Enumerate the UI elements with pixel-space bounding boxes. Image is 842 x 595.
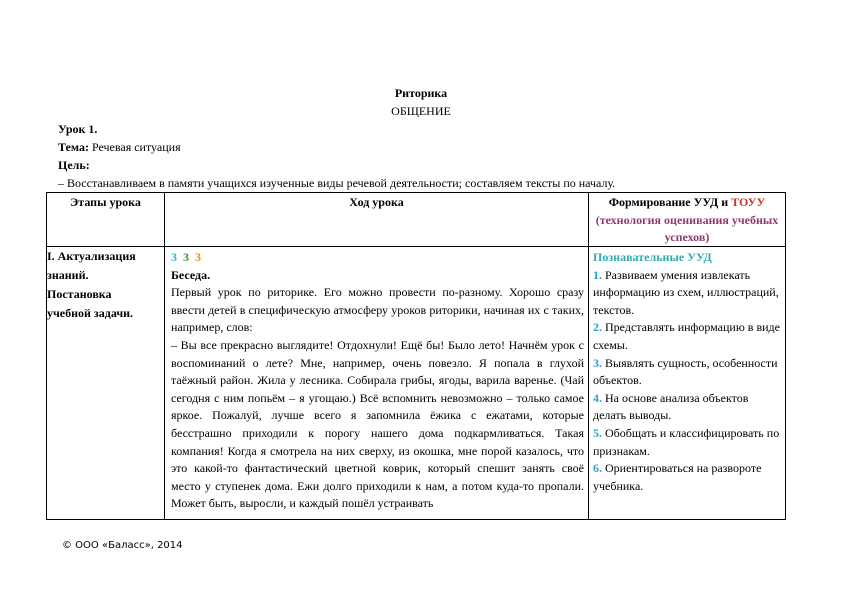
- lesson-theme: [58, 140, 181, 155]
- goal-text: – Восстанавливаем в памяти учащихся изученные виды речевой деятельности; составляем тексты по началу.: [58, 176, 616, 190]
- header-touu: ТОУУ: [731, 195, 766, 209]
- header-touu-desc: (технология оценивания учебных успехов): [595, 213, 779, 244]
- score-number: 3: [171, 250, 177, 264]
- uud-item: 4. На основе анализа объектов делать выводы.: [593, 390, 749, 423]
- header-stages: Этапы урока: [47, 193, 165, 247]
- uud-title: Познавательные УУД: [593, 250, 712, 264]
- table-row: [47, 247, 786, 520]
- uud-item: 2. Представлять информацию в виде схемы.: [593, 320, 780, 352]
- course-text: Первый урок по риторике. Его можно провести по-разному. Хорошо сразу ввести детей в специфическую атмосферу уроков риторики, начиная их с таких, например, слов:: [171, 285, 584, 335]
- stage-line: Постановка: [47, 287, 112, 301]
- theme-value: Речевая ситуация: [91, 140, 181, 154]
- stage-cell: [47, 247, 165, 520]
- goal-label: Цель:: [58, 158, 90, 172]
- uud-item: 1. Развиваем умения извлекать информацию из схем, иллюстраций, текстов.: [593, 267, 779, 317]
- table-header-row: [47, 193, 786, 247]
- score-numbers: [171, 249, 584, 267]
- lesson-number: Урок 1.: [58, 122, 98, 136]
- lesson-table: [46, 192, 786, 520]
- stage-line: I. Актуализация: [47, 249, 136, 263]
- copyright-footer: © ООО «Баласс», 2014: [62, 540, 183, 551]
- course-heading: Беседа.: [171, 267, 211, 282]
- uud-cell: [589, 247, 786, 520]
- subject-title: Риторика: [394, 86, 448, 100]
- course-dialogue: – Вы все прекрасно выглядите! Отдохнули! Ещё бы! Было лето! Начнём урок с воспоминаний о лете? Мне, например, очень повезло. Я попала в глухой таёжный район. Жила у лесника. Собирала грибы, ягоды, варила варенье. (Чай сегодня с ним попьём – я угощаю.) Всё вспомнить невозможно – только самое яркое. Пожалуй, лучше всего я запомнила ёжика с ежатами, которые бесстрашно приходили к порогу нашего дома подкармливаться. Такая компания! Когда я смотрела на них сверху, из окошка, мне порой казалось, что это какой-то фантастический цветной коврик, который спешит занять своё место у ступенек дома. Ежи долго приходили к нам, а потом куда-то пропали. Может быть, выросли, и каждый пошёл устраивать: [171, 337, 584, 511]
- course-cell: [165, 247, 589, 520]
- header-uud-label: Формирование УУД и: [608, 195, 732, 209]
- score-number: 3: [195, 250, 201, 264]
- header-uud: [589, 193, 786, 247]
- uud-item: 3. Выявлять сущность, особенности объектов.: [593, 355, 778, 388]
- score-number: 3: [183, 250, 189, 264]
- theme-label: Тема:: [58, 140, 89, 154]
- topic-title: ОБЩЕНИЕ: [391, 104, 451, 118]
- uud-item: 6. Ориентироваться на развороте учебника.: [593, 461, 762, 493]
- stage-line: знаний.: [47, 268, 89, 282]
- header-course: Ход урока: [165, 193, 589, 247]
- stage-line: учебной задачи.: [47, 306, 134, 320]
- uud-item: 5. Обобщать и классифицировать по признакам.: [593, 425, 780, 458]
